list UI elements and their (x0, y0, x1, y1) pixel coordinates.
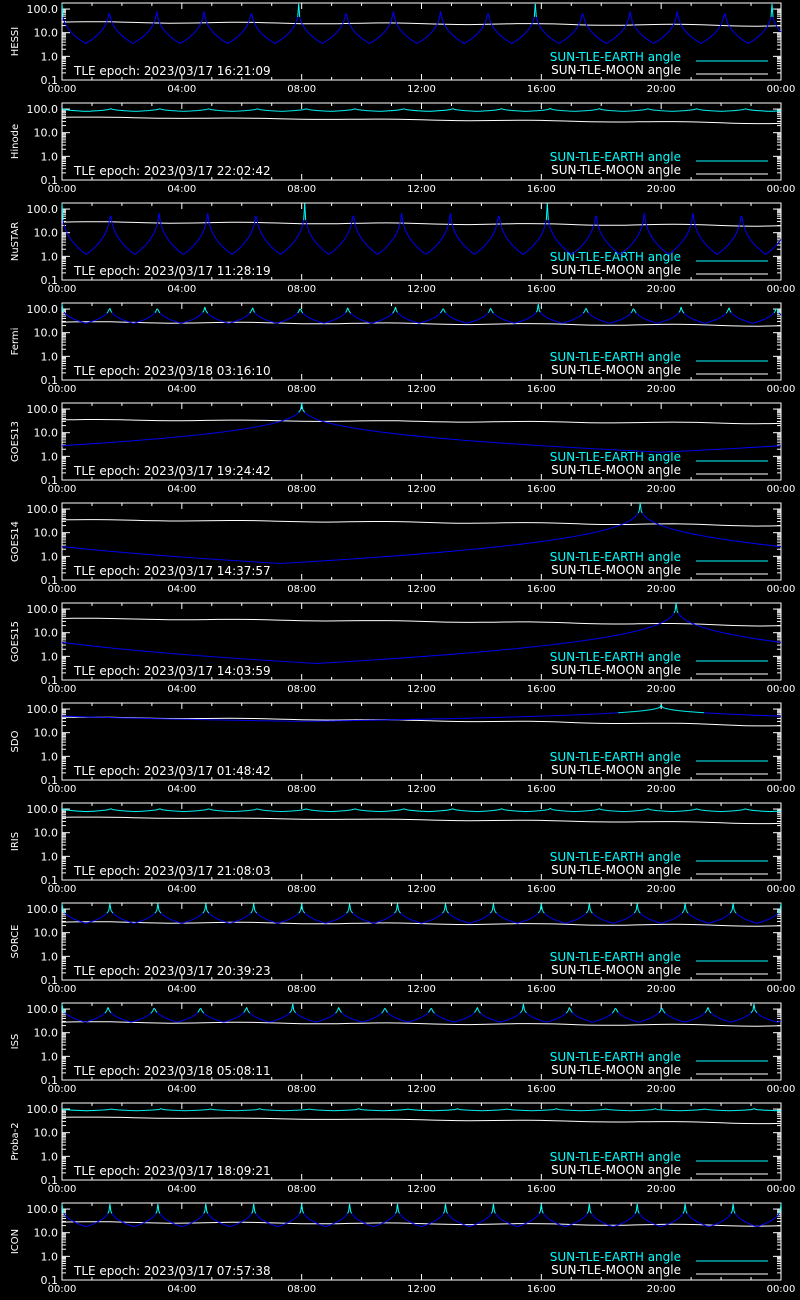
legend-moon-label: SUN-TLE-MOON angle (551, 863, 681, 877)
x-tick-label: 08:00 (287, 784, 317, 795)
satellite-name: NuSTAR (10, 221, 21, 262)
y-tick-label: 100.0 (26, 603, 58, 617)
satellite-name: SORCE (10, 924, 21, 959)
x-tick-label: 00:00 (766, 184, 796, 195)
series-sun-tle-moon-angle (62, 117, 781, 124)
x-tick-label: 08:00 (287, 984, 317, 995)
y-tick-label: 0.1 (40, 1074, 58, 1087)
legend-earth-label: SUN-TLE-EARTH angle (549, 850, 681, 864)
legend-earth-label: SUN-TLE-EARTH angle (549, 650, 681, 664)
x-tick-label: 20:00 (646, 284, 676, 295)
y-tick-label: 10.0 (33, 726, 58, 740)
chart-panel-nustar (10, 203, 795, 295)
legend-moon-label: SUN-TLE-MOON angle (551, 1063, 681, 1077)
x-tick-label: 08:00 (287, 1084, 317, 1095)
x-tick-label: 00:00 (47, 984, 77, 995)
x-tick-label: 16:00 (526, 684, 556, 695)
series-sun-tle-moon-angle (62, 1022, 781, 1026)
x-tick-label: 04:00 (167, 484, 197, 495)
x-tick-label: 12:00 (407, 284, 436, 295)
satellite-name: GOES15 (10, 620, 21, 663)
x-tick-label: 00:00 (47, 484, 77, 495)
x-tick-label: 16:00 (526, 384, 556, 395)
y-tick-label: 10.0 (33, 426, 58, 440)
y-tick-label: 100.0 (26, 703, 58, 717)
legend-moon-label: SUN-TLE-MOON angle (551, 663, 681, 677)
legend-moon-label: SUN-TLE-MOON angle (551, 1163, 681, 1177)
x-tick-label: 16:00 (526, 1084, 556, 1095)
y-tick-label: 1.0 (40, 1250, 58, 1264)
chart-panel-iss (10, 1003, 795, 1095)
x-tick-label: 16:00 (526, 884, 556, 895)
y-tick-label: 100.0 (26, 503, 58, 517)
y-tick-label: 100.0 (26, 903, 58, 917)
legend-moon-label: SUN-TLE-MOON angle (551, 363, 681, 377)
y-tick-label: 0.1 (40, 1274, 58, 1287)
legend-earth-label: SUN-TLE-EARTH angle (549, 750, 681, 764)
tle-epoch-label: TLE epoch: 2023/03/18 03:16:10 (74, 364, 271, 378)
x-tick-label: 04:00 (167, 1284, 197, 1295)
x-tick-label: 00:00 (766, 884, 796, 895)
series-sun-tle-moon-angle (62, 420, 781, 424)
y-tick-label: 10.0 (33, 1226, 58, 1240)
satellite-name: GOES14 (10, 520, 21, 563)
series-sun-tle-moon-angle (62, 618, 781, 626)
y-tick-label: 0.1 (40, 774, 58, 787)
legend-moon-label: SUN-TLE-MOON angle (551, 463, 681, 477)
legend-earth-label: SUN-TLE-EARTH angle (549, 450, 681, 464)
x-tick-label: 16:00 (526, 284, 556, 295)
x-tick-label: 04:00 (167, 384, 197, 395)
tle-epoch-label: TLE epoch: 2023/03/17 20:39:23 (74, 964, 271, 978)
x-tick-label: 12:00 (407, 184, 436, 195)
y-tick-label: 10.0 (33, 526, 58, 540)
x-tick-label: 12:00 (407, 1284, 436, 1295)
x-tick-label: 08:00 (287, 384, 317, 395)
legend-earth-label: SUN-TLE-EARTH angle (549, 150, 681, 164)
x-tick-label: 00:00 (766, 1084, 796, 1095)
x-tick-label: 04:00 (167, 284, 197, 295)
x-tick-label: 16:00 (526, 84, 556, 95)
series-sun-tle-moon-angle (62, 222, 781, 227)
x-tick-label: 04:00 (167, 1184, 197, 1195)
legend-earth-label: SUN-TLE-EARTH angle (549, 250, 681, 264)
x-tick-label: 12:00 (407, 984, 436, 995)
x-tick-label: 04:00 (167, 184, 197, 195)
y-tick-label: 0.1 (40, 174, 58, 187)
x-tick-label: 04:00 (167, 784, 197, 795)
series-sun-tle-moon-angle (62, 1117, 781, 1124)
chart-panel-goes14 (10, 503, 795, 595)
x-tick-label: 00:00 (766, 284, 796, 295)
x-tick-label: 08:00 (287, 1184, 317, 1195)
series-sun-tle-earth-angle (62, 403, 781, 452)
y-tick-label: 100.0 (26, 403, 58, 417)
y-tick-label: 100.0 (26, 1203, 58, 1217)
y-tick-label: 10.0 (33, 326, 58, 340)
y-tick-label: 10.0 (33, 1126, 58, 1140)
x-tick-label: 16:00 (526, 784, 556, 795)
tle-epoch-label: TLE epoch: 2023/03/17 16:21:09 (74, 64, 271, 78)
x-tick-label: 00:00 (47, 84, 77, 95)
x-tick-label: 04:00 (167, 584, 197, 595)
y-tick-label: 10.0 (33, 826, 58, 840)
y-tick-label: 100.0 (26, 1003, 58, 1017)
chart-panel-hinode (10, 103, 795, 195)
x-tick-label: 00:00 (47, 184, 77, 195)
y-tick-label: 100.0 (26, 203, 58, 217)
chart-panel-sdo (10, 703, 795, 795)
legend-moon-label: SUN-TLE-MOON angle (551, 563, 681, 577)
tle-epoch-label: TLE epoch: 2023/03/17 22:02:42 (74, 164, 271, 178)
x-tick-label: 00:00 (47, 884, 77, 895)
x-tick-label: 00:00 (47, 1084, 77, 1095)
x-tick-label: 12:00 (407, 884, 436, 895)
y-tick-label: 1.0 (40, 650, 58, 664)
chart-panel-fermi (10, 303, 795, 395)
y-tick-label: 0.1 (40, 74, 58, 87)
x-tick-label: 20:00 (646, 1284, 676, 1295)
series-sun-tle-moon-angle (62, 922, 781, 927)
legend-moon-label: SUN-TLE-MOON angle (551, 63, 681, 77)
y-tick-label: 100.0 (26, 103, 58, 117)
x-tick-label: 00:00 (766, 784, 796, 795)
y-tick-label: 1.0 (40, 450, 58, 464)
x-tick-label: 08:00 (287, 484, 317, 495)
x-tick-label: 12:00 (407, 84, 436, 95)
y-tick-label: 10.0 (33, 926, 58, 940)
x-tick-label: 08:00 (287, 684, 317, 695)
x-tick-label: 08:00 (287, 184, 317, 195)
x-tick-label: 00:00 (766, 1284, 796, 1295)
series-sun-tle-moon-angle (62, 520, 781, 527)
y-tick-label: 10.0 (33, 26, 58, 40)
tle-epoch-label: TLE epoch: 2023/03/17 07:57:38 (74, 1264, 271, 1278)
x-tick-label: 00:00 (47, 1184, 77, 1195)
series-sun-tle-earth-angle (62, 204, 781, 255)
x-tick-label: 20:00 (646, 684, 676, 695)
x-tick-label: 08:00 (287, 84, 317, 95)
satellite-name: Proba-2 (10, 1122, 21, 1161)
x-tick-label: 04:00 (167, 684, 197, 695)
x-tick-label: 04:00 (167, 1084, 197, 1095)
x-tick-label: 12:00 (407, 1084, 436, 1095)
x-tick-label: 12:00 (407, 684, 436, 695)
satellite-name: GOES13 (10, 420, 21, 463)
x-tick-label: 00:00 (47, 284, 77, 295)
satellite-name: Fermi (10, 327, 21, 356)
y-tick-label: 1.0 (40, 850, 58, 864)
legend-earth-label: SUN-TLE-EARTH angle (549, 550, 681, 564)
x-tick-label: 00:00 (766, 384, 796, 395)
tle-epoch-label: TLE epoch: 2023/03/17 19:24:42 (74, 464, 271, 478)
y-tick-label: 0.1 (40, 874, 58, 887)
y-tick-label: 0.1 (40, 374, 58, 387)
satellite-name: SDO (10, 730, 21, 753)
chart-panel-iris (10, 803, 795, 895)
tle-epoch-label: TLE epoch: 2023/03/17 21:08:03 (74, 864, 271, 878)
satellite-name: IRIS (10, 831, 21, 852)
chart-panel-hessi (10, 3, 795, 95)
x-tick-label: 20:00 (646, 384, 676, 395)
x-tick-label: 12:00 (407, 784, 436, 795)
legend-earth-label: SUN-TLE-EARTH angle (549, 950, 681, 964)
y-tick-label: 1.0 (40, 550, 58, 564)
y-tick-label: 100.0 (26, 303, 58, 317)
y-tick-label: 1.0 (40, 150, 58, 164)
x-tick-label: 12:00 (407, 584, 436, 595)
chart-panel-sorce (10, 903, 795, 995)
chart-panel-goes15 (10, 603, 795, 695)
y-tick-label: 0.1 (40, 274, 58, 287)
x-tick-label: 08:00 (287, 884, 317, 895)
x-tick-label: 20:00 (646, 784, 676, 795)
y-tick-label: 0.1 (40, 474, 58, 487)
x-tick-label: 16:00 (526, 184, 556, 195)
x-tick-label: 20:00 (646, 84, 676, 95)
y-tick-label: 1.0 (40, 1150, 58, 1164)
tle-epoch-label: TLE epoch: 2023/03/17 18:09:21 (74, 1164, 271, 1178)
tle-epoch-label: TLE epoch: 2023/03/17 14:03:59 (74, 664, 271, 678)
legend-earth-label: SUN-TLE-EARTH angle (549, 50, 681, 64)
x-tick-label: 20:00 (646, 1184, 676, 1195)
tle-epoch-label: TLE epoch: 2023/03/17 01:48:42 (74, 764, 271, 778)
legend-moon-label: SUN-TLE-MOON angle (551, 163, 681, 177)
legend-earth-label: SUN-TLE-EARTH angle (549, 1250, 681, 1264)
x-tick-label: 16:00 (526, 584, 556, 595)
tle-epoch-label: TLE epoch: 2023/03/17 11:28:19 (74, 264, 271, 278)
y-tick-label: 0.1 (40, 1174, 58, 1187)
x-tick-label: 00:00 (766, 584, 796, 595)
x-tick-label: 16:00 (526, 1184, 556, 1195)
x-tick-label: 12:00 (407, 1184, 436, 1195)
y-tick-label: 10.0 (33, 126, 58, 140)
y-tick-label: 0.1 (40, 574, 58, 587)
legend-moon-label: SUN-TLE-MOON angle (551, 963, 681, 977)
x-tick-label: 12:00 (407, 484, 436, 495)
x-tick-label: 00:00 (47, 784, 77, 795)
series-sun-tle-moon-angle (62, 817, 781, 824)
satellite-name: ICON (10, 1228, 21, 1255)
x-tick-label: 04:00 (167, 84, 197, 95)
x-tick-label: 08:00 (287, 584, 317, 595)
x-tick-label: 16:00 (526, 1284, 556, 1295)
x-tick-label: 00:00 (766, 984, 796, 995)
y-tick-label: 100.0 (26, 1103, 58, 1117)
x-tick-label: 16:00 (526, 984, 556, 995)
legend-earth-label: SUN-TLE-EARTH angle (549, 350, 681, 364)
y-tick-label: 100.0 (26, 803, 58, 817)
x-tick-label: 08:00 (287, 284, 317, 295)
tle-epoch-label: TLE epoch: 2023/03/17 14:37:57 (74, 564, 271, 578)
chart-panel-icon (10, 1203, 795, 1295)
x-tick-label: 04:00 (167, 884, 197, 895)
x-tick-label: 12:00 (407, 384, 436, 395)
x-tick-label: 00:00 (766, 484, 796, 495)
legend-moon-label: SUN-TLE-MOON angle (551, 263, 681, 277)
y-tick-label: 1.0 (40, 750, 58, 764)
y-tick-label: 1.0 (40, 350, 58, 364)
x-tick-label: 20:00 (646, 1084, 676, 1095)
y-tick-label: 10.0 (33, 226, 58, 240)
x-tick-label: 16:00 (526, 484, 556, 495)
x-tick-label: 08:00 (287, 1284, 317, 1295)
x-tick-label: 20:00 (646, 984, 676, 995)
x-tick-label: 20:00 (646, 484, 676, 495)
y-tick-label: 1.0 (40, 50, 58, 64)
satellite-name: Hinode (10, 123, 21, 160)
x-tick-label: 20:00 (646, 584, 676, 595)
x-tick-label: 04:00 (167, 984, 197, 995)
tle-epoch-label: TLE epoch: 2023/03/18 05:08:11 (74, 1064, 271, 1078)
series-sun-tle-moon-angle (62, 717, 781, 726)
x-tick-label: 00:00 (47, 684, 77, 695)
x-tick-label: 00:00 (766, 1184, 796, 1195)
x-tick-label: 00:00 (766, 684, 796, 695)
y-tick-label: 10.0 (33, 1026, 58, 1040)
chart-panel-proba-2 (10, 1103, 795, 1195)
x-tick-label: 20:00 (646, 884, 676, 895)
legend-earth-label: SUN-TLE-EARTH angle (549, 1050, 681, 1064)
x-tick-label: 20:00 (646, 184, 676, 195)
legend-moon-label: SUN-TLE-MOON angle (551, 1263, 681, 1277)
x-tick-label: 00:00 (47, 584, 77, 595)
y-tick-label: 1.0 (40, 250, 58, 264)
satellite-name: HESSI (10, 26, 21, 57)
y-tick-label: 100.0 (26, 3, 58, 17)
x-tick-label: 00:00 (47, 384, 77, 395)
y-tick-label: 0.1 (40, 974, 58, 987)
satellite-name: ISS (10, 1033, 21, 1050)
legend-earth-label: SUN-TLE-EARTH angle (549, 1150, 681, 1164)
legend-moon-label: SUN-TLE-MOON angle (551, 763, 681, 777)
y-tick-label: 0.1 (40, 674, 58, 687)
x-tick-label: 00:00 (766, 84, 796, 95)
chart-panel-goes13 (10, 403, 795, 495)
y-tick-label: 10.0 (33, 626, 58, 640)
y-tick-label: 1.0 (40, 950, 58, 964)
x-tick-label: 00:00 (47, 1284, 77, 1295)
y-tick-label: 1.0 (40, 1050, 58, 1064)
